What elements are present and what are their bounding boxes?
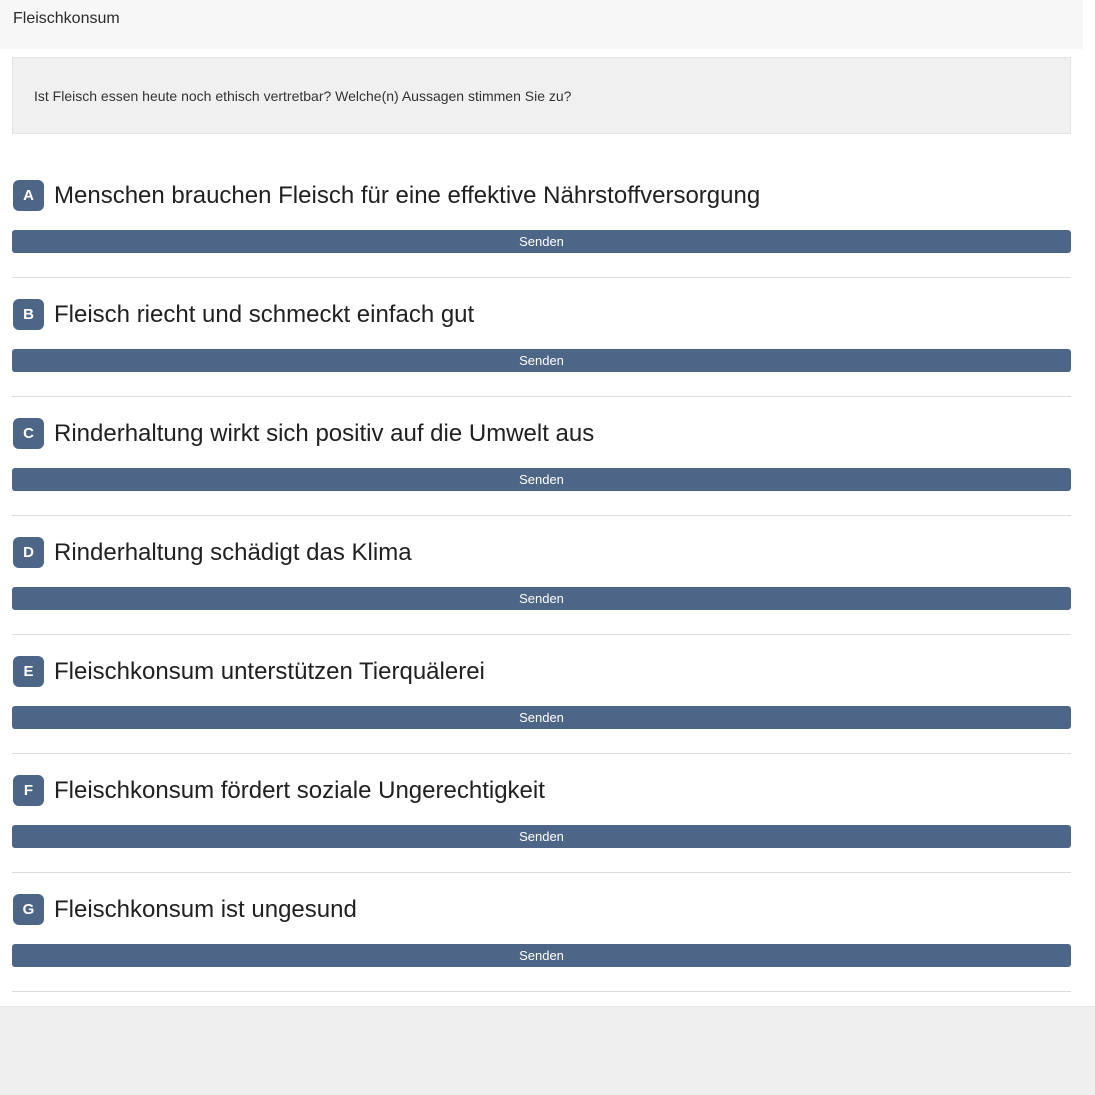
option-title: Rinderhaltung wirkt sich positiv auf die Umwelt aus — [54, 419, 595, 447]
page-footer — [0, 1006, 1095, 1095]
option-title: Fleischkonsum ist ungesund — [54, 895, 357, 923]
answer-option-e — [0, 656, 1083, 754]
answer-option-select[interactable] — [0, 656, 1083, 687]
answer-option-select[interactable] — [0, 418, 1083, 449]
option-letter-badge: A — [13, 180, 44, 211]
divider — [12, 753, 1071, 754]
option-title: Fleischkonsum unterstützen Tierquälerei — [54, 657, 485, 685]
question-text: Ist Fleisch essen heute noch ethisch vertretbar? Welche(n) Aussagen stimmen Sie zu? — [34, 87, 572, 104]
divider — [12, 396, 1071, 397]
option-title: Fleisch riecht und schmeckt einfach gut — [54, 300, 475, 328]
send-button[interactable]: Senden — [12, 825, 1071, 848]
send-button[interactable]: Senden — [12, 706, 1071, 729]
question-box — [12, 57, 1071, 134]
answer-option-c — [0, 418, 1083, 516]
option-letter-badge: G — [13, 894, 44, 925]
option-letter-badge: D — [13, 537, 44, 568]
divider — [12, 277, 1071, 278]
send-button[interactable]: Senden — [12, 587, 1071, 610]
divider — [12, 991, 1071, 992]
answer-option-select[interactable] — [0, 299, 1083, 330]
answer-option-g — [0, 894, 1083, 992]
answer-option-select[interactable] — [0, 537, 1083, 568]
app-header — [0, 0, 1083, 49]
answer-option-f — [0, 775, 1083, 873]
option-title: Menschen brauchen Fleisch für eine effektive Nährstoffversorgung — [54, 181, 761, 209]
option-letter-badge: B — [13, 299, 44, 330]
answer-options-list — [0, 180, 1083, 992]
divider — [12, 515, 1071, 516]
option-title: Rinderhaltung schädigt das Klima — [54, 538, 412, 566]
answer-option-select[interactable] — [0, 894, 1083, 925]
option-letter-badge: E — [13, 656, 44, 687]
answer-option-a — [0, 180, 1083, 278]
send-button[interactable]: Senden — [12, 349, 1071, 372]
option-title: Fleischkonsum fördert soziale Ungerechtigkeit — [54, 776, 545, 804]
divider — [12, 872, 1071, 873]
page-title: Fleischkonsum — [13, 10, 120, 27]
option-letter-badge: F — [13, 775, 44, 806]
option-letter-badge: C — [13, 418, 44, 449]
send-button[interactable]: Senden — [12, 944, 1071, 967]
answer-option-select[interactable] — [0, 180, 1083, 211]
send-button[interactable]: Senden — [12, 468, 1071, 491]
answer-option-b — [0, 299, 1083, 397]
answer-option-select[interactable] — [0, 775, 1083, 806]
send-button[interactable]: Senden — [12, 230, 1071, 253]
divider — [12, 634, 1071, 635]
answer-option-d — [0, 537, 1083, 635]
